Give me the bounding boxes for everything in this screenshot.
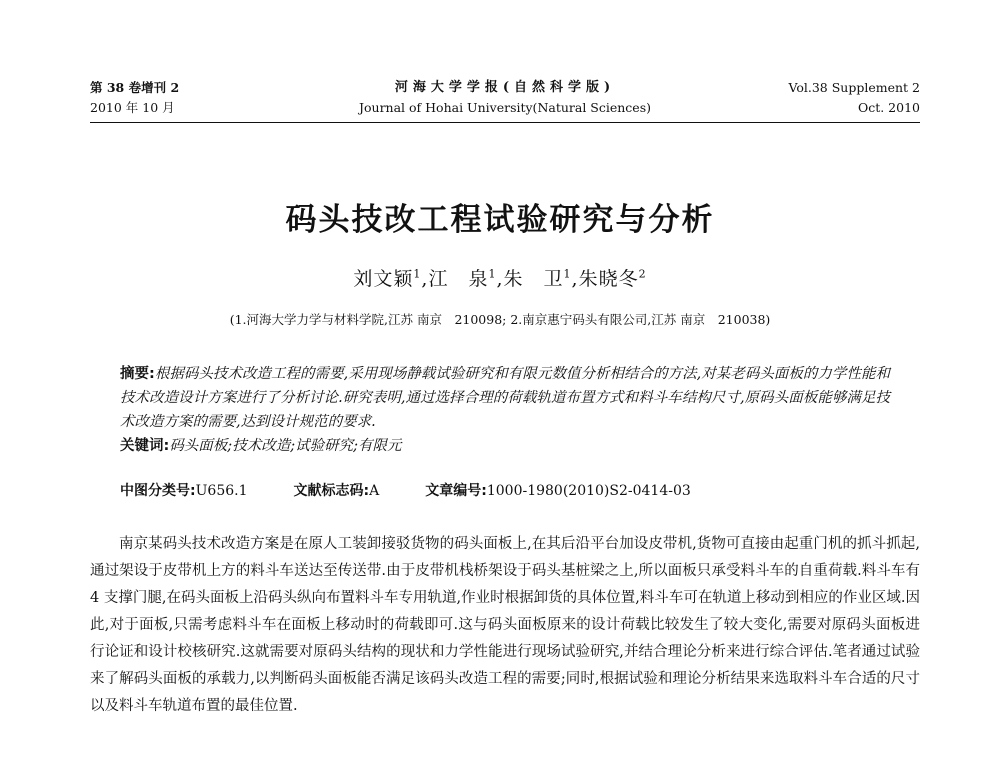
header-volume-en: Vol.38 Supplement 2 xyxy=(788,80,920,95)
clc-label: 中图分类号: xyxy=(120,483,196,499)
journal-name-en: Journal of Hohai University(Natural Sciences) xyxy=(358,100,652,115)
paper-title: 码头技改工程试验研究与分析 xyxy=(285,202,715,238)
abstract-label: 摘要: xyxy=(120,366,155,382)
abstract-text: 根据码头技术改造工程的需要,采用现场静载试验研究和有限元数值分析相结合的方法,对某老码头面板的力学性能和技术改造设计方案进行了分析讨论.研究表明,通过选择合理的荷载轨道布置方式和料斗车结构尺寸,原码头面板能够满足技术改造方案的需要,达到设计规范的要求. xyxy=(120,366,890,430)
header-volume: 第 38 卷增刊 2 xyxy=(90,80,180,95)
author-list: 刘文颖$^1$,江 泉$^1$,朱 卫$^1$,朱晓冬$^2$ xyxy=(353,267,647,290)
doc-code-value: A xyxy=(369,483,380,499)
article-number xyxy=(425,479,691,503)
author-affil-mark: 1 xyxy=(563,267,572,281)
clc-number xyxy=(120,479,248,503)
author-name: 江 泉 xyxy=(428,268,489,290)
abstract-section xyxy=(120,362,890,458)
document-code xyxy=(294,479,380,503)
keywords xyxy=(120,434,890,458)
header-volume-info-en xyxy=(788,78,920,118)
author-affil-mark: 1 xyxy=(488,267,497,281)
clc-value: U656.1 xyxy=(195,483,248,499)
author-name: 刘文颖 xyxy=(353,268,414,290)
article-number-value: 1000-1980(2010)S2-0414-03 xyxy=(486,483,691,499)
classification-line xyxy=(120,479,900,503)
header-date-en: Oct. 2010 xyxy=(857,100,920,115)
running-header xyxy=(90,78,920,123)
doc-code-label: 文献标志码: xyxy=(293,483,370,499)
author-name: 朱 卫 xyxy=(503,268,564,290)
keywords-text: 码头面板;技术改造;试验研究;有限元 xyxy=(169,438,402,454)
keywords-label: 关键词: xyxy=(120,438,170,454)
affiliations: (1.河海大学力学与材料学院,江苏 南京 210098; 2.南京惠宁码头有限公司,江苏 南京 210038) xyxy=(229,312,771,327)
header-date: 2010 年 10 月 xyxy=(90,100,175,115)
body-paragraph: 南京某码头技术改造方案是在原人工装卸接驳货物的码头面板上,在其后沿平台加设皮带机,货物可直接由起重门机的抓斗抓起,通过架设于皮带机上方的料斗车送达至传送带.由于皮带机栈桥架设于码头基桩梁之上,所以面板只承受料斗车的自重荷载.料斗车有 4 支撑门腿,在码头面板上沿码头纵向布置料斗车专用轨道,作业时根据卸货的具体位置,料斗车可在轨道上移动到相应的作业区域.因此,对于面板,只需考虑料斗车在面板上移动时的荷载即可.这与码头面板原来的设计荷载比较发生了较大变化,需要对原码头面板进行论证和设计校核研究.这就需要对原码头结构的现状和力学性能进行现场试验研究,并结合理论分析来进行综合评估.笔者通过试验来了解码头面板的承载力,以判断码头面板能否满足该码头改造工程的需要;同时,根据试验和理论分析结果来选取料斗车合适的尺寸以及料斗车轨道布置的最佳位置. xyxy=(90,536,920,714)
author-name: 朱晓冬 xyxy=(578,268,639,290)
journal-name-cn: 河海大学学报(自然科学版) xyxy=(394,80,616,95)
author-affil-mark: 1 xyxy=(413,267,422,281)
abstract xyxy=(120,362,890,434)
body-text xyxy=(90,531,920,720)
author-affil-mark: 2 xyxy=(638,267,647,281)
article-number-label: 文章编号: xyxy=(425,483,487,499)
